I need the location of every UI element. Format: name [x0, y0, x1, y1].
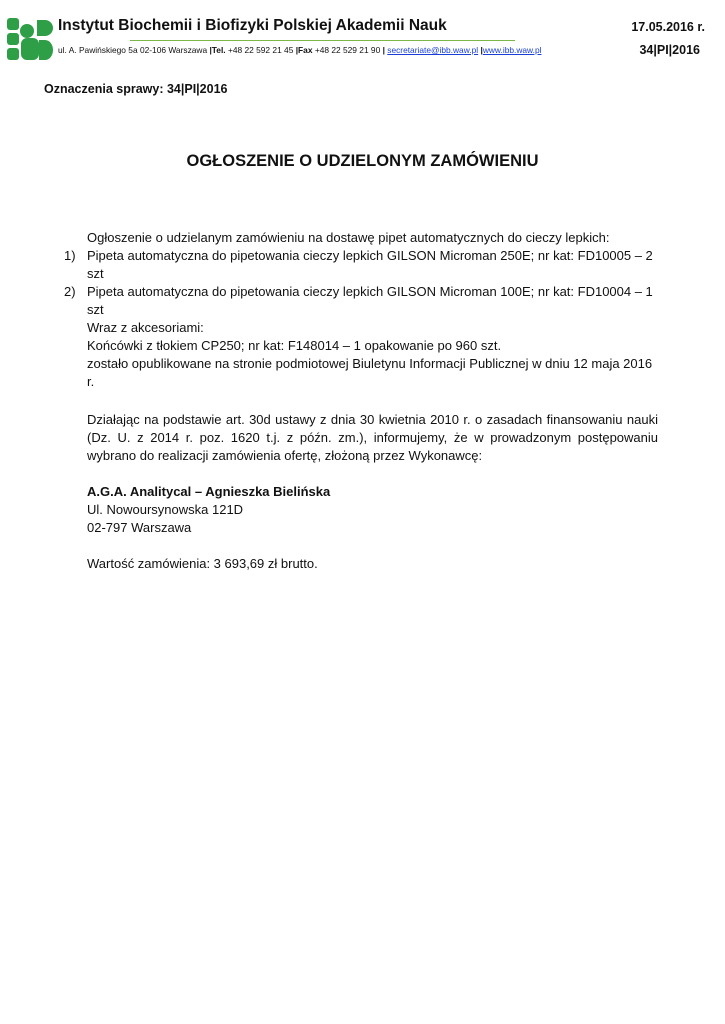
list-item	[64, 247, 658, 283]
list-item-text: Pipeta automatyczna do pipetowania cieczy lepkich GILSON Microman 100E; nr kat: FD10004 – 1 szt	[87, 284, 653, 317]
institute-name: Instytut Biochemii i Biofizyki Polskiej Akademii Nauk	[58, 17, 447, 34]
legal-paragraph: Działając na podstawie art. 30d ustawy z dnia 30 kwietnia 2010 r. o zasadach finansowaniu nauki (Dz. U. z 2014 r. poz. 1620 t.j. z późn. zm.), informujemy, że w prowadzonym postępowaniu wybrano do realizacji zamówienia ofertę, złożoną przez Wykonawcę:	[87, 412, 658, 463]
list-item	[64, 283, 658, 319]
case-reference: Oznaczenia sprawy: 34|PI|2016	[44, 82, 228, 96]
header-divider	[130, 40, 515, 41]
contact-line: ul. A. Pawińskiego 5a 02-106 Warszawa |Tel. +48 22 592 21 45 |Fax +48 22 529 21 90 | secretariate@ibb.waw.pl |www.ibb.waw.pl	[58, 45, 542, 55]
email-link[interactable]: secretariate@ibb.waw.pl	[387, 45, 479, 55]
contractor-city: 02-797 Warszawa	[87, 520, 192, 535]
fax-value: +48 22 529 21 90	[314, 45, 381, 55]
fax-label: Fax	[298, 45, 313, 55]
document-reference: 34|PI|2016	[639, 43, 700, 57]
list-item-number: 1)	[64, 248, 76, 263]
list-item-text: Pipeta automatyczna do pipetowania cieczy lepkich GILSON Microman 250E; nr kat: FD10005 – 2 szt	[87, 248, 653, 281]
list-item-number: 2)	[64, 284, 76, 299]
page-title: OGŁOSZENIE O UDZIELONYM ZAMÓWIENIU	[186, 152, 539, 170]
accessories-item: Końcówki z tłokiem CP250; nr kat: F148014 – 1 opakowanie po 960 szt.	[87, 338, 502, 353]
document-body	[64, 229, 658, 573]
intro-text: Ogłoszenie o udzielanym zamówieniu na dostawę pipet automatycznych do cieczy lepkich:	[87, 230, 610, 245]
document-date: 17.05.2016 r.	[631, 20, 705, 34]
order-value: Wartość zamówienia: 3 693,69 zł brutto.	[87, 556, 318, 571]
website-link[interactable]: www.ibb.waw.pl	[482, 45, 542, 55]
publication-text: zostało opublikowane na stronie podmiotowej Biuletynu Informacji Publicznej w dniu 12 maja 2016 r.	[87, 356, 653, 389]
contractor-name: A.G.A. Analitycal – Agnieszka Bielińska	[87, 484, 331, 499]
contractor-street: Ul. Nowoursynowska 121D	[87, 502, 244, 517]
tel-label: Tel.	[211, 45, 226, 55]
accessories-label: Wraz z akcesoriami:	[87, 320, 204, 335]
tel-value: +48 22 592 21 45	[227, 45, 294, 55]
address: ul. A. Pawińskiego 5a 02-106 Warszawa	[58, 45, 208, 55]
institute-logo	[7, 18, 53, 60]
